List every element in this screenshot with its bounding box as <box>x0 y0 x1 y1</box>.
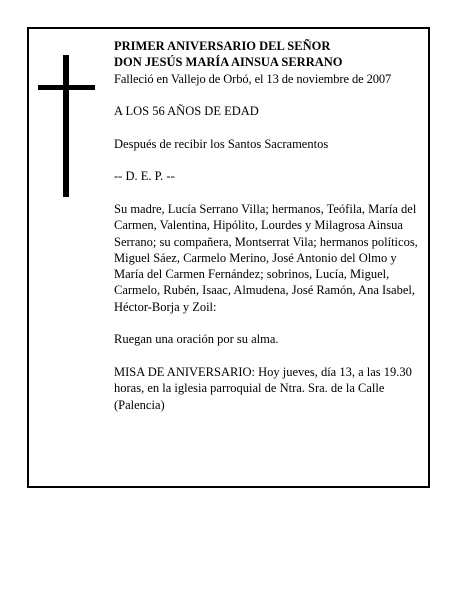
prayer-line: Ruegan una oración por su alma. <box>114 332 279 347</box>
family-paragraph: Su madre, Lucía Serrano Villa; hermanos, Teófila, María del Carmen, Valentina, Hipólito, Lourdes y Milagrosa Ainsua Serrano; su compañera, Montserrat Vila; hermanos políticos, Miguel Sáez, Carmelo Merino, José Antonio del Olmo y María del Carmen Fernández; sobrinos, Lucía, Miguel, Carmelo, Rubén, Isaac, Almudena, José Ramón, Ana Isabel, Héctor-Borja y Zoil: <box>114 201 418 314</box>
cross-horizontal-bar <box>38 85 95 90</box>
age-line: A LOS 56 AÑOS DE EDAD <box>114 104 259 119</box>
notice-title-line-2: DON JESÚS MARÍA AINSUA SERRANO <box>114 55 343 70</box>
sacraments-line: Después de recibir los Santos Sacramentos <box>114 136 329 151</box>
obituary-text <box>114 38 428 413</box>
death-info: Falleció en Vallejo de Orbó, el 13 de noviembre de 2007 <box>114 71 392 86</box>
notice-title-line-1: PRIMER ANIVERSARIO DEL SEÑOR <box>114 39 331 53</box>
mass-info: MISA DE ANIVERSARIO: Hoy jueves, día 13, a las 19.30 horas, en la iglesia parroquial de Ntra. Sra. de la Calle (Palencia) <box>114 364 412 412</box>
rip-line: -- D. E. P. -- <box>114 169 175 184</box>
cross-vertical-bar <box>63 55 69 197</box>
